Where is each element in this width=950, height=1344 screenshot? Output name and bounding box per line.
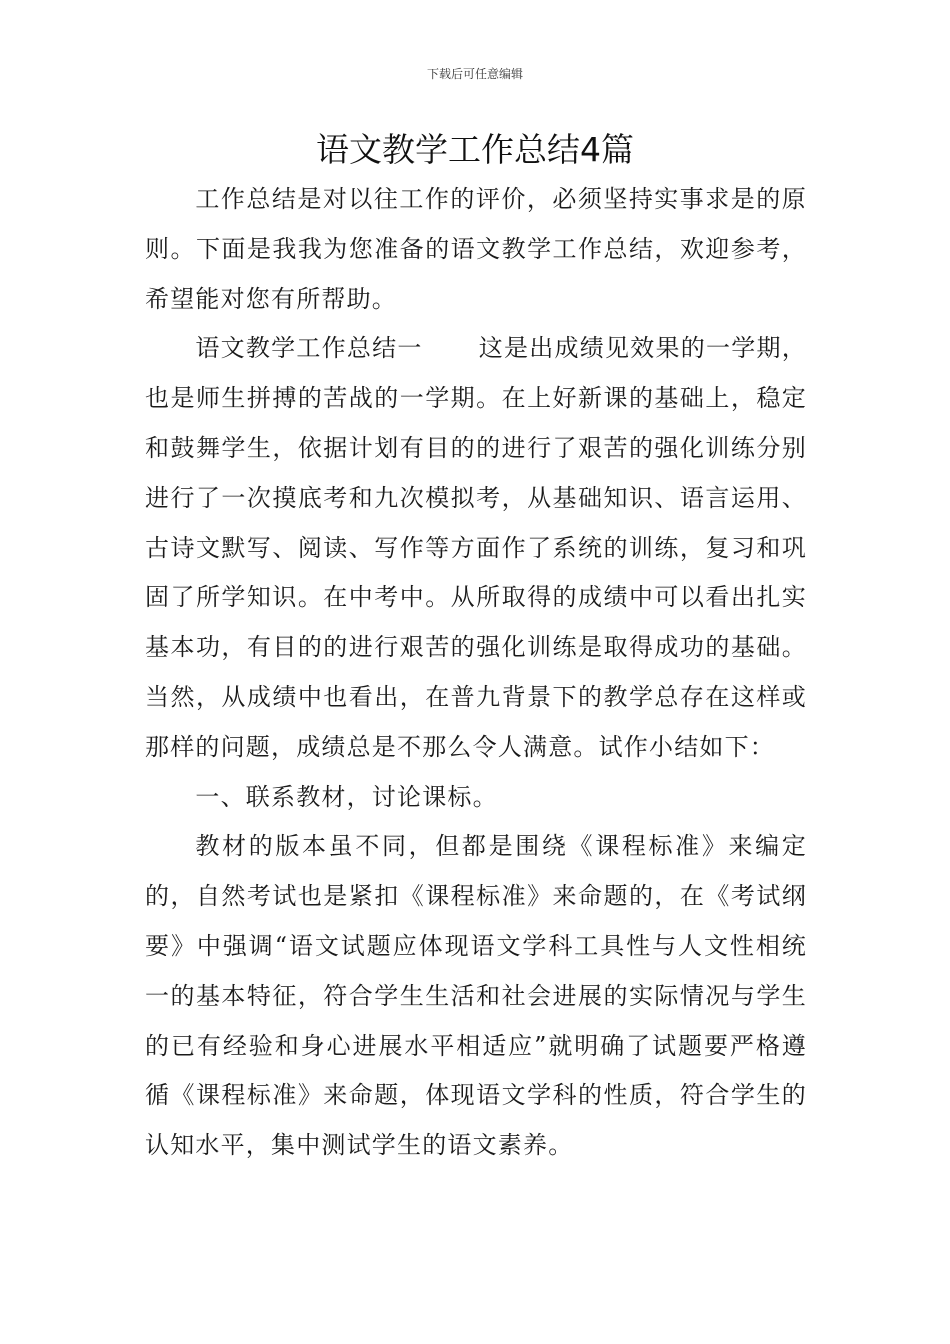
intro-paragraph: 工作总结是对以往工作的评价，必须坚持实事求是的原则。下面是我我为您准备的语文教学工作总结，欢迎参考，希望能对您有所帮助。 <box>145 185 807 313</box>
section1-body: 这是出成绩见效果的一学期，也是师生拼搏的苦战的一学期。在上好新课的基础上，稳定和鼓舞学生，依据计划有目的的进行了艰苦的强化训练分别进行了一次摸底考和九次模拟考，从基础知识、语言运用、古诗文默写、阅读、写作等方面作了系统的训练，复习和巩固了所学知识。在中考中。从所取得的成绩中可以看出扎实基本功，有目的的进行艰苦的强化训练是取得成功的基础。当然，从成绩中也看出，在普九背景下的教学总存在这样或那样的问题，成绩总是不那么令人满意。试作小结如下： <box>145 334 807 761</box>
document-body <box>145 175 807 1171</box>
section1-heading: 语文教学工作总结一 <box>195 334 423 363</box>
header-note: 下载后可任意编辑 <box>426 67 523 81</box>
section1-paragraph <box>145 324 807 772</box>
point1-paragraph: 教材的版本虽不同，但都是围绕《课程标准》来编定的，自然考试也是紧扣《课程标准》来命题的，在《考试纲要》中强调“语文试题应体现语文学科工具性与人文性相统一的基本特征，符合学生生活和社会进展的实际情况与学生的已有经验和身心进展水平相适应”就明确了试题要严格遵循《课程标准》来命题，体现语文学科的性质，符合学生的认知水平，集中测试学生的语文素养。 <box>145 832 807 1160</box>
point1-heading: 一、联系教材，讨论课标。 <box>195 782 498 811</box>
document-title: 语文教学工作总结4篇 <box>316 130 634 169</box>
